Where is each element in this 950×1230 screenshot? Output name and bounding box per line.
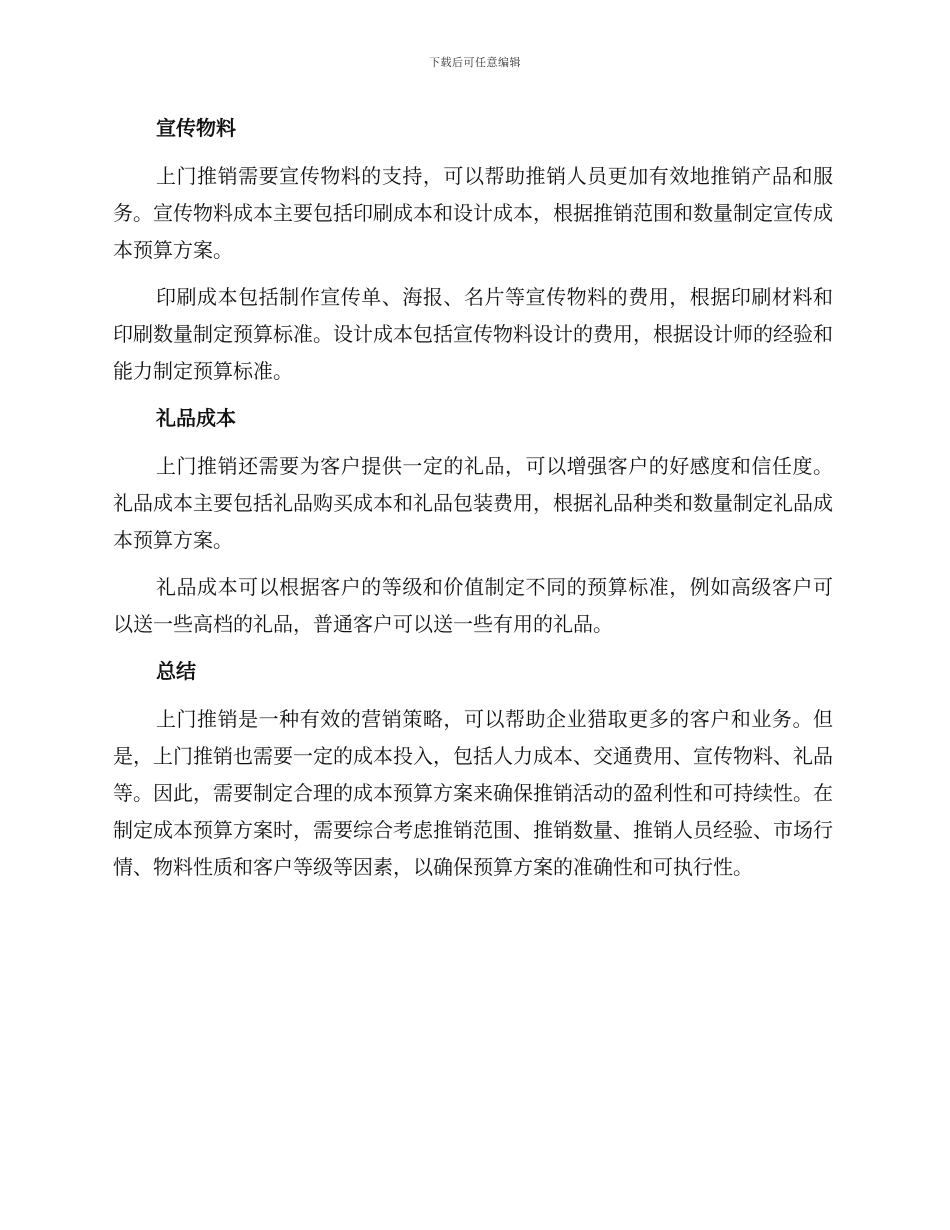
paragraph: 印刷成本包括制作宣传单、海报、名片等宣传物料的费用，根据印刷材料和印刷数量制定预算标准。设计成本包括宣传物料设计的费用，根据设计师的经验和能力制定预算标准。 <box>113 285 833 383</box>
paragraph: 上门推销还需要为客户提供一定的礼品，可以增强客户的好感度和信任度。礼品成本主要包括礼品购买成本和礼品包装费用，根据礼品种类和数量制定礼品成本预算方案。 <box>113 454 833 552</box>
paragraph: 礼品成本可以根据客户的等级和价值制定不同的预算标准，例如高级客户可以送一些高档的礼品，普通客户可以送一些有用的礼品。 <box>113 575 833 636</box>
page-header: 下载后可任意编辑 <box>429 56 521 69</box>
section-heading: 总结 <box>156 659 196 683</box>
section-gift-costs <box>113 400 833 643</box>
section-summary <box>113 653 833 886</box>
section-heading: 礼品成本 <box>156 406 236 430</box>
paragraph: 上门推销需要宣传物料的支持，可以帮助推销人员更加有效地推销产品和服务。宣传物料成本主要包括印刷成本和设计成本，根据推销范围和数量制定宣传成本预算方案。 <box>113 164 833 262</box>
document-body <box>113 110 833 896</box>
section-heading: 宣传物料 <box>156 116 236 140</box>
section-promotional-materials <box>113 110 833 390</box>
paragraph: 上门推销是一种有效的营销策略，可以帮助企业猎取更多的客户和业务。但是，上门推销也需要一定的成本投入，包括人力成本、交通费用、宣传物料、礼品等。因此，需要制定合理的成本预算方案来确保推销活动的盈利性和可持续性。在制定成本预算方案时，需要综合考虑推销范围、推销数量、推销人员经验、市场行情、物料性质和客户等级等因素，以确保预算方案的准确性和可执行性。 <box>113 707 833 879</box>
